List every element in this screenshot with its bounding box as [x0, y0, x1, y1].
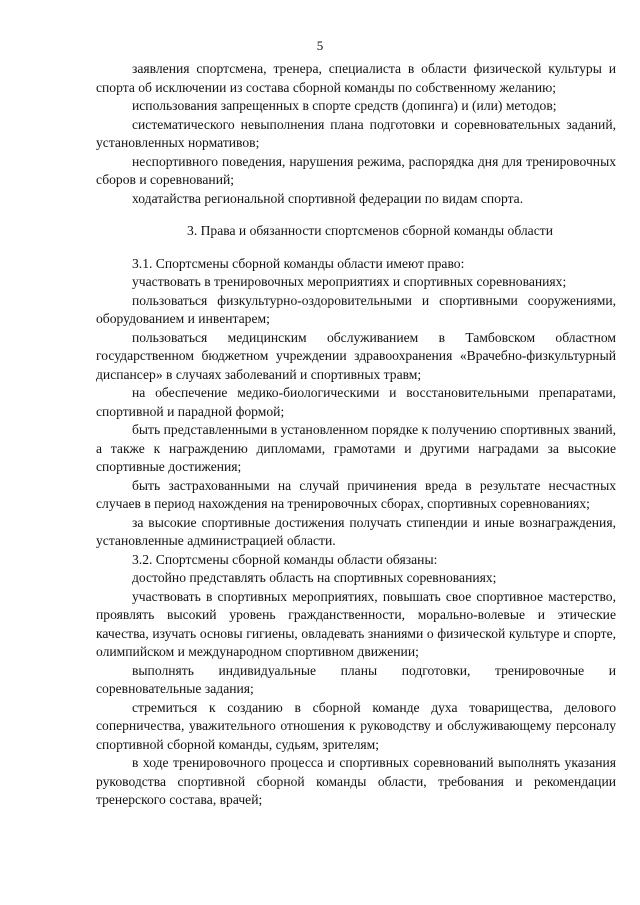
duties-item: участвовать в спортивных мероприятиях, повышать свое спортивное мастерство, проявлять высокий уровень гражданственности, морально-волевые и этические качества, изучать основы гигиены, овладевать знаниями о физической культуре и спорте, олимпийском и международном спортивном движении; [96, 588, 616, 659]
page-number: 5 [316, 38, 324, 53]
rights-item: участвовать в тренировочных мероприятиях и спортивных соревнованиях; [132, 274, 567, 289]
rights-item: быть представленными в установленном порядке к получению спортивных званий, а также к награждению дипломами, грамотами и другими наградами за высокие спортивные достижения; [96, 422, 616, 474]
rights-heading: 3.1. Спортсмены сборной команды области имеют право: [132, 255, 465, 271]
paragraph: неспортивного поведения, нарушения режима, распорядка дня для тренировочных сборов и соревнований; [96, 153, 616, 187]
duties-item: достойно представлять область на спортивных соревнованиях; [132, 570, 497, 585]
section-title: 3. Права и обязанности спортсменов сборной команды области [187, 223, 553, 238]
paragraph: заявления спортсмена, тренера, специалиста в области физической культуры и спорта об исключении из состава сборной команды по собственному желанию; [96, 61, 616, 95]
paragraph: ходатайства региональной спортивной федерации по видам спорта. [132, 190, 524, 206]
document-body [96, 60, 616, 810]
rights-item: за высокие спортивные достижения получать стипендии и иные вознаграждения, установленные администрацией области. [96, 514, 616, 548]
duties-item: выполнять индивидуальные планы подготовки, тренировочные и соревновательные задания; [96, 662, 616, 696]
rights-item: пользоваться физкультурно-оздоровительными и спортивными сооружениями, оборудованием и инвентарем; [96, 292, 616, 326]
duties-item: стремиться к созданию в сборной команде духа товарищества, делового соперничества, уважительного отношения к руководству и обслуживающему персоналу спортивной сборной команды, судьям, зрителям; [96, 699, 616, 752]
paragraph: использования запрещенных в спорте средств (допинга) и (или) методов; [132, 98, 557, 113]
rights-item: на обеспечение медико-биологическими и восстановительными препаратами, спортивной и парадной формой; [96, 385, 616, 419]
duties-heading: 3.2. Спортсмены сборной команды области обязаны: [132, 551, 438, 567]
rights-item: быть застрахованными на случай причинения вреда в результате несчастных случаев в период нахождения на тренировочных сборах, спортивных соревнованиях; [96, 477, 616, 511]
rights-item: пользоваться медицинским обслуживанием в Тамбовском областном государственном бюджетном учреждении здравоохранения «Врачебно-физкультурный диспансер» в случаях заболеваний и спортивных травм; [96, 329, 616, 382]
paragraph: систематического невыполнения плана подготовки и соревновательных заданий, установленных нормативов; [96, 116, 616, 150]
duties-item: в ходе тренировочного процесса и спортивных соревнований выполнять указания руководства спортивной сборной команды области, требования и рекомендации тренерского состава, врачей; [96, 755, 616, 807]
